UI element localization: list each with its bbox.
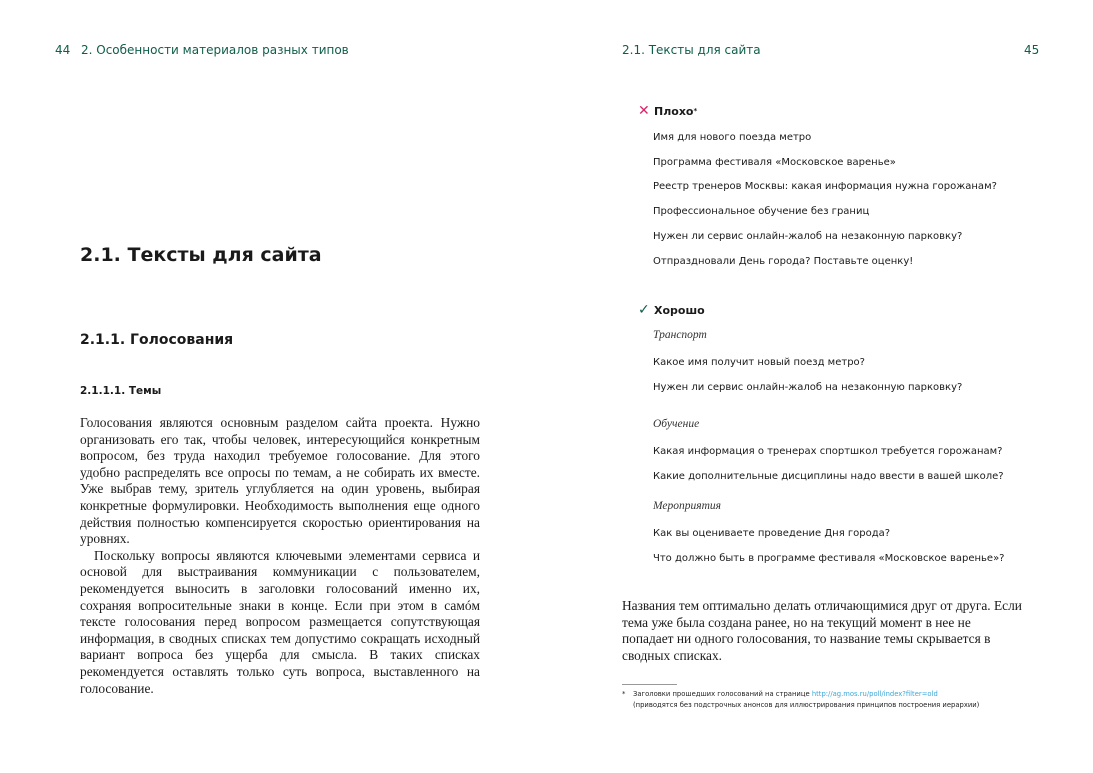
- good-item: Какое имя получит новый поезд метро?: [653, 357, 865, 368]
- footnote-text: Заголовки прошедших голосований на странице: [633, 690, 810, 698]
- cross-icon: ✕: [638, 103, 650, 119]
- good-example-heading: [638, 302, 705, 318]
- good-item: Нужен ли сервис онлайн-жалоб на незаконную парковку?: [653, 382, 963, 393]
- bad-item: Отпраздновали День города? Поставьте оценку!: [653, 256, 914, 267]
- running-head-left: 2. Особенности материалов разных типов: [81, 43, 349, 57]
- body-text: [80, 415, 480, 697]
- category-label: Обучение: [653, 418, 700, 430]
- heading-section: 2.1. Тексты для сайта: [80, 244, 322, 266]
- paragraph: Поскольку вопросы являются ключевыми элементами сервиса и основой для выстраивания коммуникации с пользователем, рекомендуется выносить в заголовки голосований именно их, сохраняя вопросительные знаки в конце. Если при этом в самóм тексте голосования перед вопросом размещается сопутствующая информация, в сводных списках тем допустимо сокращать исходный вариант вопроса без ущерба для смысла. В таких списках рекомендуется оставлять только суть вопроса, выставленного на голосование.: [80, 547, 480, 696]
- good-item: Какие дополнительные дисциплины надо ввести в вашей школе?: [653, 471, 1004, 482]
- footnote-mark: *: [693, 107, 698, 115]
- bad-example-heading: [638, 103, 697, 119]
- bad-item: Имя для нового поезда метро: [653, 132, 812, 143]
- good-label: Хорошо: [654, 303, 705, 317]
- category-label: Мероприятия: [653, 500, 722, 512]
- good-item: Что должно быть в программе фестиваля «Московское варенье»?: [653, 553, 1005, 564]
- footnote: [622, 689, 979, 711]
- summary-paragraph: Названия тем оптимально делать отличающимися друг от друга. Если тема уже была создана ранее, но на текущий момент в нее не попадает ни одного голосования, то название темы скрывается в сводных списках.: [622, 598, 1022, 663]
- bad-item: Программа фестиваля «Московское варенье»: [653, 157, 896, 168]
- footnote-line2: (приводятся без подстрочных анонсов для иллюстрирования принципов построения иерархии): [633, 701, 980, 709]
- paragraph: Голосования являются основным разделом сайта проекта. Нужно организовать его так, чтобы человек, интересующийся конкретным вопросом, без труда находил требуемое голосование. Для этого удобно распределять все опросы по темам, а не собирать их вместе. Уже выбрав тему, зритель углубляется на один уровень, выбирая конкретные формулировки. Необходимость выполнения еще одного действия полностью компенсируется скоростью ориентирования на уровнях.: [80, 415, 480, 547]
- footnote-star: *: [622, 690, 626, 698]
- page-number-right: 45: [1024, 43, 1040, 57]
- good-item: Какая информация о тренерах спортшкол требуется горожанам?: [653, 446, 1003, 457]
- good-item: Как вы оцениваете проведение Дня города?: [653, 528, 891, 539]
- bad-item: Реестр тренеров Москвы: какая информация нужна горожанам?: [653, 181, 997, 192]
- bad-item: Нужен ли сервис онлайн-жалоб на незаконную парковку?: [653, 231, 963, 242]
- heading-subsection: 2.1.1. Голосования: [80, 332, 234, 348]
- running-head-right: 2.1. Тексты для сайта: [622, 43, 761, 57]
- page-number-left: 44: [55, 43, 71, 57]
- checkmark-icon: ✓: [638, 302, 650, 318]
- bad-item: Профессиональное обучение без границ: [653, 206, 870, 217]
- heading-subsubsection: 2.1.1.1. Темы: [80, 385, 162, 397]
- category-label: Транспорт: [653, 329, 707, 341]
- bad-label: Плохо: [654, 104, 694, 118]
- footnote-divider: [622, 684, 677, 685]
- footnote-link[interactable]: http://ag.mos.ru/poll/index?filter=old: [811, 690, 938, 698]
